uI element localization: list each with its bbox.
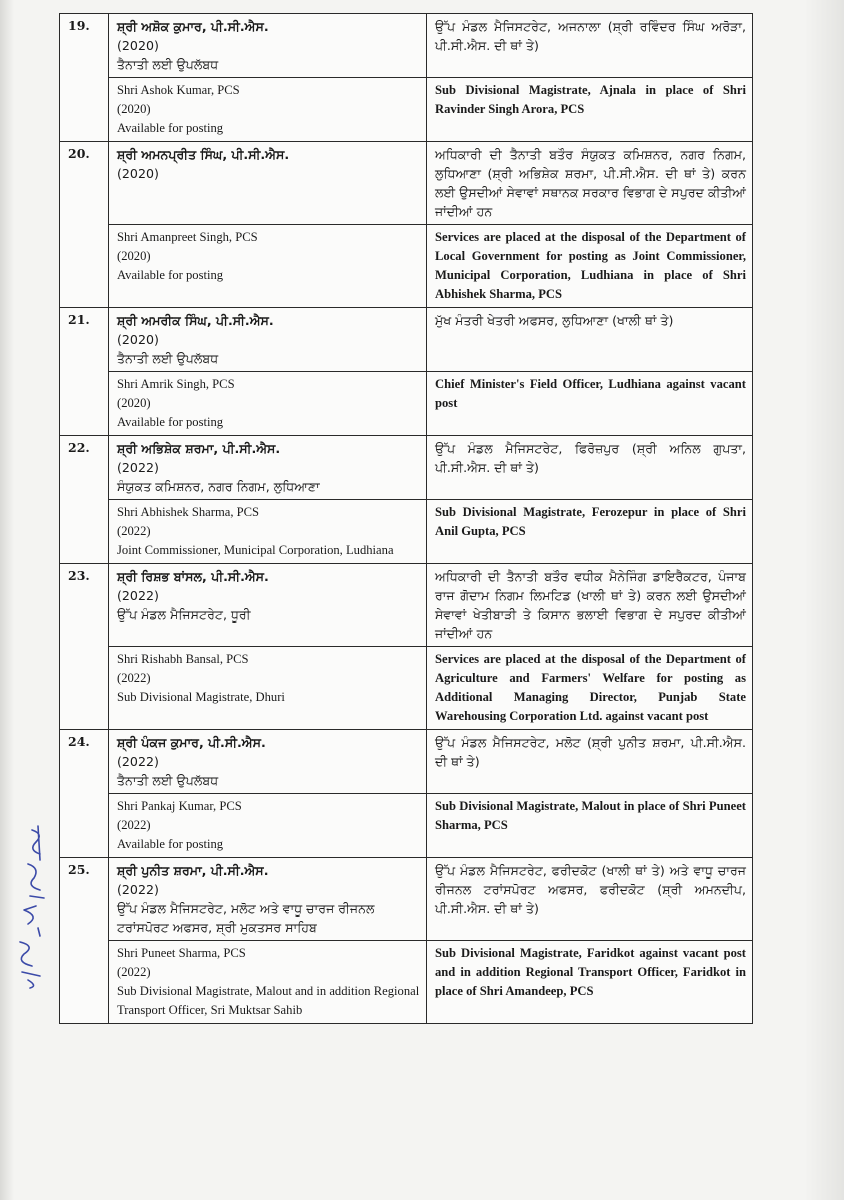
officer-name-english: Shri Ashok Kumar, PCS	[117, 83, 240, 97]
new-posting-punjabi: ਅਧਿਕਾਰੀ ਦੀ ਤੈਨਾਤੀ ਬਤੌਰ ਵਧੀਕ ਮੈਨੇਜਿੰਗ ਡਾਇਰੈਕਟਰ, ਪੰਜਾਬ ਰਾਜ ਗੋਦਾਮ ਨਿਗਮ ਲਿਮਟਿਡ (ਖਾਲੀ ਥਾਂ ਤੇ) ਕਰਨ ਲਈ ਉਸਦੀਆਂ ਸੇਵਾਵਾਂ ਖੇਤੀਬਾੜੀ ਤੇ ਕਿਸਾਨ ਭਲਾਈ ਵਿਭਾਗ ਦੇ ਸਪੁਰਦ ਕੀਤੀਆਂ ਜਾਂਦੀਆਂ ਹਨ	[435, 569, 746, 641]
new-posting-english-cell	[427, 941, 753, 1024]
officer-name-punjabi-cell	[109, 14, 427, 78]
batch-year: (2022)	[117, 460, 159, 475]
new-posting-english-cell	[427, 500, 753, 564]
batch-year: (2020)	[117, 102, 151, 116]
new-posting-english-cell	[427, 225, 753, 308]
entry-row-punjabi	[60, 142, 753, 225]
officer-name-punjabi: ਸ਼੍ਰੀ ਰਿਸ਼ਭ ਬਾਂਸਲ, ਪੀ.ਸੀ.ਐਸ.	[117, 569, 269, 584]
officer-name-english: Shri Abhishek Sharma, PCS	[117, 505, 260, 519]
entry-row-punjabi	[60, 308, 753, 372]
batch-year: (2022)	[117, 671, 151, 685]
entry-row-english	[60, 225, 753, 308]
serial-number: 21.	[60, 308, 109, 436]
new-posting-punjabi: ਉੱਪ ਮੰਡਲ ਮੈਜਿਸਟਰੇਟ, ਫਰੀਦਕੋਟ (ਖਾਲੀ ਥਾਂ ਤੇ) ਅਤੇ ਵਾਧੂ ਚਾਰਜ ਰੀਜਨਲ ਟਰਾਂਸਪੋਰਟ ਅਫਸਰ, ਫਰੀਦਕੋਟ (ਸ਼੍ਰੀ ਅਮਨਦੀਪ, ਪੀ.ਸੀ.ਐਸ. ਦੀ ਥਾਂ ਤੇ)	[435, 863, 746, 916]
officer-name-punjabi-cell	[109, 564, 427, 647]
officer-name-english: Shri Pankaj Kumar, PCS	[117, 799, 242, 813]
current-status-english: Available for posting	[117, 415, 224, 429]
officer-name-punjabi: ਸ਼੍ਰੀ ਅਸ਼ੋਕ ਕੁਮਾਰ, ਪੀ.ਸੀ.ਐਸ.	[117, 19, 269, 34]
officer-name-english: Shri Puneet Sharma, PCS	[117, 946, 246, 960]
current-status-punjabi: ਤੈਨਾਤੀ ਲਈ ਉਪਲੱਬਧ	[117, 57, 219, 72]
officer-name-english-cell	[109, 372, 427, 436]
new-posting-punjabi-cell	[427, 142, 753, 225]
officer-name-english-cell	[109, 78, 427, 142]
batch-year: (2020)	[117, 396, 151, 410]
batch-year: (2020)	[117, 166, 159, 181]
batch-year: (2022)	[117, 882, 159, 897]
new-posting-english: Sub Divisional Magistrate, Malout in place of Shri Puneet Sharma, PCS	[435, 799, 746, 832]
batch-year: (2022)	[117, 588, 159, 603]
entry-row-english	[60, 647, 753, 730]
officer-name-punjabi-cell	[109, 730, 427, 794]
table-body	[60, 14, 753, 1024]
officer-name-punjabi-cell	[109, 858, 427, 941]
new-posting-punjabi-cell	[427, 14, 753, 78]
officer-name-punjabi: ਸ਼੍ਰੀ ਅਭਿਸ਼ੇਕ ਸ਼ਰਮਾ, ਪੀ.ਸੀ.ਐਸ.	[117, 441, 281, 456]
batch-year: (2022)	[117, 818, 151, 832]
serial-number: 23.	[60, 564, 109, 730]
officer-name-punjabi: ਸ਼੍ਰੀ ਅਮਰੀਕ ਸਿੰਘ, ਪੀ.ਸੀ.ਐਸ.	[117, 313, 274, 328]
scan-shadow-left	[0, 0, 14, 1200]
new-posting-punjabi: ਮੁੱਖ ਮੰਤਰੀ ਖੇਤਰੀ ਅਫਸਰ, ਲੁਧਿਆਣਾ (ਖਾਲੀ ਥਾਂ ਤੇ)	[435, 313, 674, 328]
serial-number: 19.	[60, 14, 109, 142]
officer-name-punjabi-cell	[109, 436, 427, 500]
scan-shadow-right	[804, 0, 844, 1200]
entry-row-english	[60, 372, 753, 436]
batch-year: (2020)	[117, 249, 151, 263]
entry-row-punjabi	[60, 858, 753, 941]
entry-row-punjabi	[60, 564, 753, 647]
officer-name-punjabi-cell	[109, 308, 427, 372]
new-posting-english-cell	[427, 372, 753, 436]
officer-name-punjabi-cell	[109, 142, 427, 225]
new-posting-punjabi-cell	[427, 308, 753, 372]
handwritten-signature	[10, 820, 54, 990]
serial-number: 24.	[60, 730, 109, 858]
entry-row-english	[60, 78, 753, 142]
officer-name-english: Shri Rishabh Bansal, PCS	[117, 652, 249, 666]
officer-posting-table	[59, 13, 753, 1024]
new-posting-english-cell	[427, 647, 753, 730]
new-posting-english-cell	[427, 794, 753, 858]
new-posting-punjabi: ਉੱਪ ਮੰਡਲ ਮੈਜਿਸਟਰੇਟ, ਅਜਨਾਲਾ (ਸ਼੍ਰੀ ਰਵਿੰਦਰ ਸਿੰਘ ਅਰੋੜਾ, ਪੀ.ਸੀ.ਐਸ. ਦੀ ਥਾਂ ਤੇ)	[435, 19, 746, 53]
batch-year: (2020)	[117, 38, 159, 53]
serial-number: 20.	[60, 142, 109, 308]
new-posting-punjabi: ਉੱਪ ਮੰਡਲ ਮੈਜਿਸਟਰੇਟ, ਫਿਰੋਜ਼ਪੁਰ (ਸ਼੍ਰੀ ਅਨਿਲ ਗੁਪਤਾ, ਪੀ.ਸੀ.ਐਸ. ਦੀ ਥਾਂ ਤੇ)	[435, 441, 746, 475]
new-posting-punjabi-cell	[427, 730, 753, 794]
batch-year: (2020)	[117, 332, 159, 347]
officer-name-english-cell	[109, 647, 427, 730]
new-posting-english: Sub Divisional Magistrate, Ajnala in place of Shri Ravinder Singh Arora, PCS	[435, 83, 746, 116]
current-status-english: Available for posting	[117, 837, 224, 851]
batch-year: (2022)	[117, 754, 159, 769]
current-status-english: Sub Divisional Magistrate, Dhuri	[117, 690, 285, 704]
officer-name-english-cell	[109, 794, 427, 858]
serial-number: 22.	[60, 436, 109, 564]
batch-year: (2022)	[117, 524, 151, 538]
new-posting-english: Chief Minister's Field Officer, Ludhiana against vacant post	[435, 377, 746, 410]
new-posting-punjabi: ਉੱਪ ਮੰਡਲ ਮੈਜਿਸਟਰੇਟ, ਮਲੋਟ (ਸ਼੍ਰੀ ਪੁਨੀਤ ਸ਼ਰਮਾ, ਪੀ.ਸੀ.ਐਸ. ਦੀ ਥਾਂ ਤੇ)	[435, 735, 746, 769]
current-status-english: Sub Divisional Magistrate, Malout and in addition Regional Transport Officer, Sri Muktsar Sahib	[117, 984, 420, 1017]
current-status-punjabi: ਉੱਪ ਮੰਡਲ ਮੈਜਿਸਟਰੇਟ, ਧੂਰੀ	[117, 607, 251, 622]
current-status-punjabi: ਤੈਨਾਤੀ ਲਈ ਉਪਲੱਬਧ	[117, 773, 219, 788]
new-posting-english: Sub Divisional Magistrate, Faridkot against vacant post and in addition Regional Transport Officer, Faridkot in place of Shri Amandeep, PCS	[435, 946, 746, 998]
entry-row-punjabi	[60, 730, 753, 794]
officer-name-punjabi: ਸ਼੍ਰੀ ਪੰਕਜ ਕੁਮਾਰ, ਪੀ.ਸੀ.ਐਸ.	[117, 735, 266, 750]
current-status-punjabi: ਤੈਨਾਤੀ ਲਈ ਉਪਲੱਬਧ	[117, 351, 219, 366]
new-posting-punjabi: ਅਧਿਕਾਰੀ ਦੀ ਤੈਨਾਤੀ ਬਤੌਰ ਸੰਯੁਕਤ ਕਮਿਸ਼ਨਰ, ਨਗਰ ਨਿਗਮ, ਲੁਧਿਆਣਾ (ਸ਼੍ਰੀ ਅਭਿਸ਼ੇਕ ਸ਼ਰਮਾ, ਪੀ.ਸੀ.ਐਸ. ਦੀ ਥਾਂ ਤੇ) ਕਰਨ ਲਈ ਉਸਦੀਆਂ ਸੇਵਾਵਾਂ ਸਥਾਨਕ ਸਰਕਾਰ ਵਿਭਾਗ ਦੇ ਸਪੁਰਦ ਕੀਤੀਆਂ ਜਾਂਦੀਆਂ ਹਨ	[435, 147, 746, 219]
serial-number: 25.	[60, 858, 109, 1024]
current-status-english: Available for posting	[117, 268, 224, 282]
officer-name-punjabi: ਸ਼੍ਰੀ ਪੁਨੀਤ ਸ਼ਰਮਾ, ਪੀ.ਸੀ.ਐਸ.	[117, 863, 269, 878]
officer-name-punjabi: ਸ਼੍ਰੀ ਅਮਨਪ੍ਰੀਤ ਸਿੰਘ, ਪੀ.ਸੀ.ਐਸ.	[117, 147, 290, 162]
entry-row-punjabi	[60, 436, 753, 500]
officer-name-english-cell	[109, 500, 427, 564]
current-status-english: Joint Commissioner, Municipal Corporation, Ludhiana	[117, 543, 394, 557]
new-posting-punjabi-cell	[427, 436, 753, 500]
officer-name-english: Shri Amanpreet Singh, PCS	[117, 230, 258, 244]
batch-year: (2022)	[117, 965, 151, 979]
entry-row-english	[60, 500, 753, 564]
current-status-punjabi: ਸੰਯੁਕਤ ਕਮਿਸ਼ਨਰ, ਨਗਰ ਨਿਗਮ, ਲੁਧਿਆਣਾ	[117, 479, 320, 494]
entry-row-punjabi	[60, 14, 753, 78]
new-posting-english: Services are placed at the disposal of the Department of Agriculture and Farmers' Welfare for posting as Additional Managing Director, Punjab State Warehousing Corporation Ltd. against vacant post	[435, 652, 746, 723]
officer-name-english: Shri Amrik Singh, PCS	[117, 377, 235, 391]
new-posting-punjabi-cell	[427, 858, 753, 941]
officer-name-english-cell	[109, 225, 427, 308]
new-posting-english-cell	[427, 78, 753, 142]
entry-row-english	[60, 794, 753, 858]
officer-name-english-cell	[109, 941, 427, 1024]
new-posting-english: Services are placed at the disposal of the Department of Local Government for posting as Joint Commissioner, Municipal Corporation, Ludhiana in place of Shri Abhishek Sharma, PCS	[435, 230, 746, 301]
current-status-punjabi: ਉੱਪ ਮੰਡਲ ਮੈਜਿਸਟਰੇਟ, ਮਲੋਟ ਅਤੇ ਵਾਧੂ ਚਾਰਜ ਰੀਜਨਲ ਟਰਾਂਸਪੋਰਟ ਅਫਸਰ, ਸ਼੍ਰੀ ਮੁਕਤਸਰ ਸਾਹਿਬ	[117, 901, 375, 935]
new-posting-english: Sub Divisional Magistrate, Ferozepur in place of Shri Anil Gupta, PCS	[435, 505, 746, 538]
current-status-english: Available for posting	[117, 121, 224, 135]
new-posting-punjabi-cell	[427, 564, 753, 647]
entry-row-english	[60, 941, 753, 1024]
